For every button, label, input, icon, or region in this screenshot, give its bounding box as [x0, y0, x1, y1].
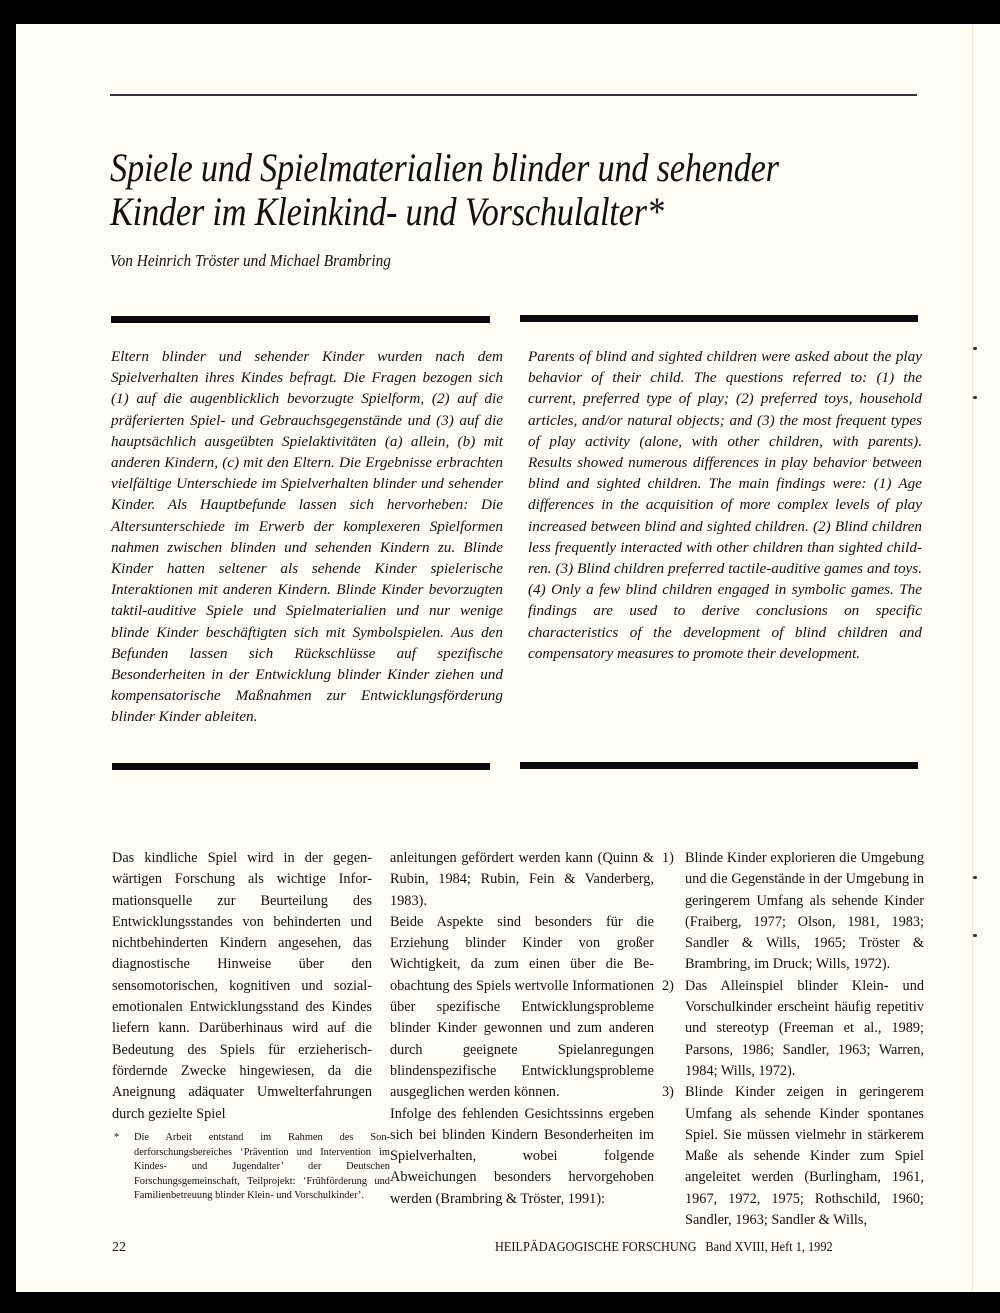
margin-mark	[973, 934, 977, 937]
body-paragraph: anleitungen gefördert werden kann (Quinn & Rubin, 1984; Rubin, Fein & Vanderberg, 1983).	[390, 850, 654, 909]
list-item	[662, 976, 924, 1082]
abstract-german: Eltern blinder und sehender Kinder wurden nach dem Spielverhalten ihres Kindes befragt. Die Fragen bezogen sich (1) auf die augenblicklich bevorzugte Spielform, (2) auf die präferierten Spiel- und Gebrauchsgegenstände und (3) auf die hauptsächlich ausgeübten Spielaktivitäten (a) allein, (b) mit anderen Kindern, (c) mit den Eltern. Die Ergebnisse erbrachten vielfältige Unterschiede im Spielverhalten blinder und sehender Kinder. Als Hauptbefunde lassen sich hervorheben: Die Altersunterschiede im Erwerb der komplexeren Spielformen nahmen zwischen blinden und sehenden Kindern zu. Blinde Kinder hatten seltener als sehende Kinder spielerische Interaktionen mit anderen Kindern. Blinde Kinder bevorzugten taktil-auditive Spiele und Spielmaterialien und nur wenige blinde Kinder beschäftigten sich mit Symbolspielen. Aus den Befunden lassen sich Rückschlüsse auf spezifische Besonderheiten in der Entwicklung blinder Kinder ziehen und kompensatorische Maßnahmen zur Entwicklungsförderung blinder Kinder ableiten.	[111, 348, 503, 726]
journal-volume: Band XVIII, Heft 1, 1992	[705, 1240, 833, 1255]
body-column-1	[112, 848, 372, 1125]
body-paragraph: Infolge des fehlenden Gesichtssinns ergeben sich bei blinden Kindern Besonderheiten im Spielverhalten, wobei folgende Abweichungen besonders hervorgehoben werden (Brambring & Tröster, 1991):	[390, 1105, 654, 1207]
margin-mark	[973, 347, 977, 350]
body-column-2	[390, 848, 654, 1210]
footnote-text: Die Arbeit entstand im Rahmen des Sonderforschungsbereiches ‘Prävention und Intervention im Kindes- und Jugendalter’ der Deutschen Forschungsgemeinschaft, Teilprojekt: ‘Frühförderung und Familienbetreuung blinder Klein- und Vorschulkinder’.	[134, 1132, 390, 1202]
article-title	[110, 146, 927, 234]
abstract-rule-bottom-right	[520, 762, 918, 769]
body-column-3	[662, 848, 924, 1231]
list-number: 3)	[662, 1084, 674, 1101]
list-item	[662, 848, 924, 976]
list-number: 1)	[662, 850, 674, 866]
page-number: 22	[112, 1240, 126, 1255]
footnote	[112, 1131, 390, 1204]
title-line-1: Spiele und Spielmaterialien blinder und sehender	[110, 145, 779, 190]
abstract-rule-top-right	[520, 315, 918, 322]
margin-mark	[973, 876, 977, 879]
abstract-rule-top-left	[111, 316, 490, 323]
journal-name: HEILPÄDAGOGISCHE FORSCHUNG	[495, 1240, 697, 1255]
footnote-marker: *	[114, 1132, 120, 1143]
journal-footer	[495, 1240, 833, 1256]
list-text: Das Alleinspiel blinder Klein- und Vorschulkinder erscheint häufig repetitiv und stereotyp (Freeman et al., 1989; Parsons, 1986; Sandler, 1963; Warren, 1984; Wills, 1972).	[685, 977, 924, 1079]
list-number: 2)	[662, 977, 674, 994]
list-item	[662, 1082, 924, 1231]
list-text: Blinde Kinder explorieren die Umgebung und die Gegenstände in der Umgebung in geringerem Umfang als sehende Kinder (Fraiberg, 1977; Olson, 1981, 1983; Sandler & Wills, 1965; Tröster & Brambring, im Druck; Wills, 1972).	[685, 850, 924, 973]
list-text: Blinde Kinder zeigen in geringerem Umfang als sehende Kinder spontanes Spiel. Sie müssen vielmehr in stärkerem Maße als sehende Kinder zum Spiel angeleitet werden (Burlingham, 1961, 1967, 1972, 1975; Rothschild, 1960; Sandler, 1963; Sandler & Wills,	[685, 1084, 924, 1229]
margin-mark	[973, 396, 977, 399]
article-authors: Von Heinrich Tröster und Michael Brambring	[110, 251, 391, 270]
title-line-2: Kinder im Kleinkind- und Vorschulalter*	[110, 189, 664, 234]
page-fold-line	[972, 24, 973, 1292]
body-paragraph: Beide Aspekte sind besonders für die Erziehung blinder Kinder von großer Wichtigkeit, da zum einen über die Beobachtung des Spiels wertvolle Informationen über spezifische Entwicklungsprobleme blinder Kinder gewonnen und zum anderen durch geeignete Spielanregungen blindenspezifische Entwicklungsprobleme ausgeglichen werden können.	[390, 913, 654, 1101]
body-paragraph: Das kindliche Spiel wird in der gegenwärtigen Forschung als wichtige Informationsquelle zur Beurteilung des Entwicklungsstandes von behinderten und nichtbehinderten Kindern angesehen, das diagnostische Hinweise über den sensomotorischen, kognitiven und sozial-emotionalen Entwicklungsstand des Kindes liefern kann. Darüberhinaus wird auf die Bedeutung des Spiels für erzieherisch-fördernde Zwecke hingewiesen, da die Aneignung adäquater Umwelterfahrungen durch gezielte Spiel	[112, 850, 372, 1122]
abstract-rule-bottom-left	[112, 763, 490, 770]
top-rule	[110, 94, 917, 96]
abstract-english: Parents of blind and sighted children were asked about the play behavior of their child. The questions referred to: (1) the current, preferred type of play; (2) preferred toys, household articles, and/or natural objects; and (3) the most frequent types of play activity (alone, with other children, with parents). Results showed numerous differences in play behavior between blind and sighted children. The main findings were: (1) Age differences in the acquisition of more complex levels of play increased between blind and sighted children. (2) Blind children less frequently interacted with other children than sighted children. (3) Blind children preferred tactile-auditive games and toys. (4) Only a few blind children engaged in symbolic games. The findings are used to derive conclusions on specific characteristics of the development of blind children and compensatory measures to promote their development.	[528, 348, 922, 662]
findings-list	[662, 848, 924, 1231]
